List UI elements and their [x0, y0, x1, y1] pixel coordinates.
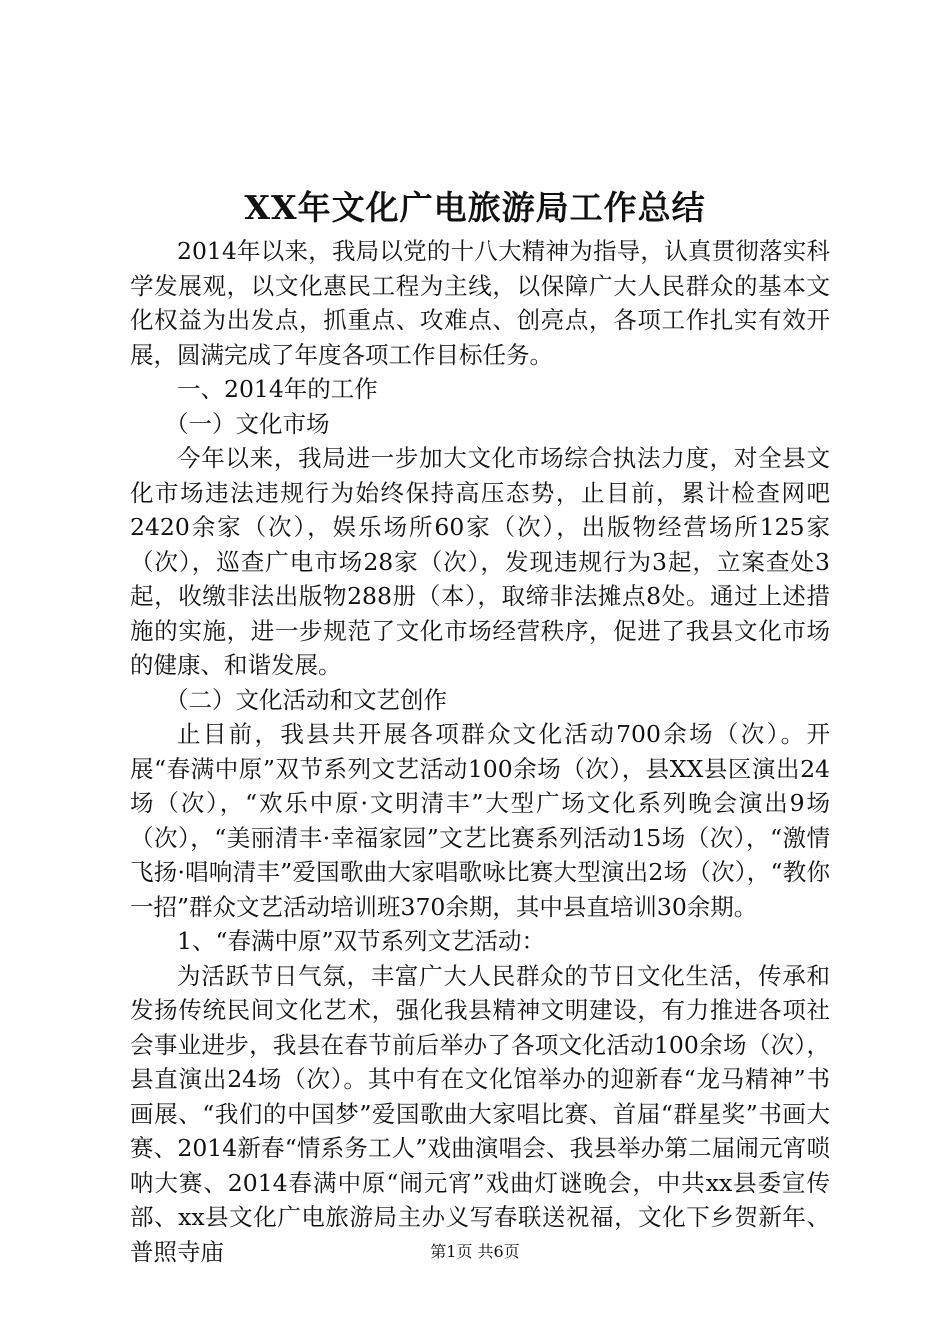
page-number-footer: 第1页 共6页 [430, 1242, 520, 1261]
subsection-heading-culture-activities: （二）文化活动和文艺创作 [165, 685, 447, 714]
document-title: XX年文化广电旅游局工作总结 [244, 188, 706, 227]
section-heading-work-2014: 一、2014年的工作 [177, 375, 378, 403]
intro-paragraph: 2014年以来，我局以党的十八大精神为指导，认真贯彻落实科学发展观，以文化惠民工程为主线，以保障广大人民群众的基本文化权益为出发点，抓重点、攻难点、创亮点，各项工作扎实有效开展，圆满完成了年度各项工作目标任务。 [130, 237, 830, 369]
spring-festival-paragraph: 为活跃节日气氛，丰富广大人民群众的节日文化生活，传承和发扬传统民间文化艺术，强化我县精神文明建设，有力推进各项社会事业进步，我县在春节前后举办了各项文化活动100余场（次），县直演出24场（次）。其中有在文化馆举办的迎新春“龙马精神”书画展、“我们的中国梦”爱国歌曲大家唱比赛、首届“群星奖”书画大赛、2014新春“情系务工人”戏曲演唱会、我县举办第二届闹元宵唢呐大赛、2014春满中原“闹元宵”戏曲灯谜晚会，中共xx县委宣传部、xx县文化广电旅游局主办义写春联送祝福，文化下乡贺新年、普照寺庙 [130, 961, 830, 1266]
item-heading-spring-festival: 1、“春满中原”双节系列文艺活动： [177, 927, 545, 955]
culture-market-paragraph: 今年以来，我局进一步加大文化市场综合执法力度，对全县文化市场违法违规行为始终保持高压态势，止目前，累计检查网吧2420余家（次），娱乐场所60家（次），出版物经营场所125家（次），巡查广电市场28家（次），发现违规行为3起，立案查处3起，收缴非法出版物288册（本），取缔非法摊点8处。通过上述措施的实施，进一步规范了文化市场经营秩序，促进了我县文化市场的健康、和谐发展。 [130, 444, 830, 679]
subsection-heading-culture-market: （一）文化市场 [165, 409, 330, 438]
culture-activities-paragraph: 止目前，我县共开展各项群众文化活动700余场（次）。开展“春满中原”双节系列文艺活动100余场（次），县XX县区演出24场（次），“欢乐中原·文明清丰”大型广场文化系列晚会演出9场（次），“美丽清丰·幸福家园”文艺比赛系列活动15场（次），“激情飞扬·唱响清丰”爱国歌曲大家唱歌咏比赛大型演出2场（次），“教你一招”群众文艺活动培训班370余期，其中县直培训30余期。 [130, 720, 830, 921]
document-body [130, 234, 830, 1269]
